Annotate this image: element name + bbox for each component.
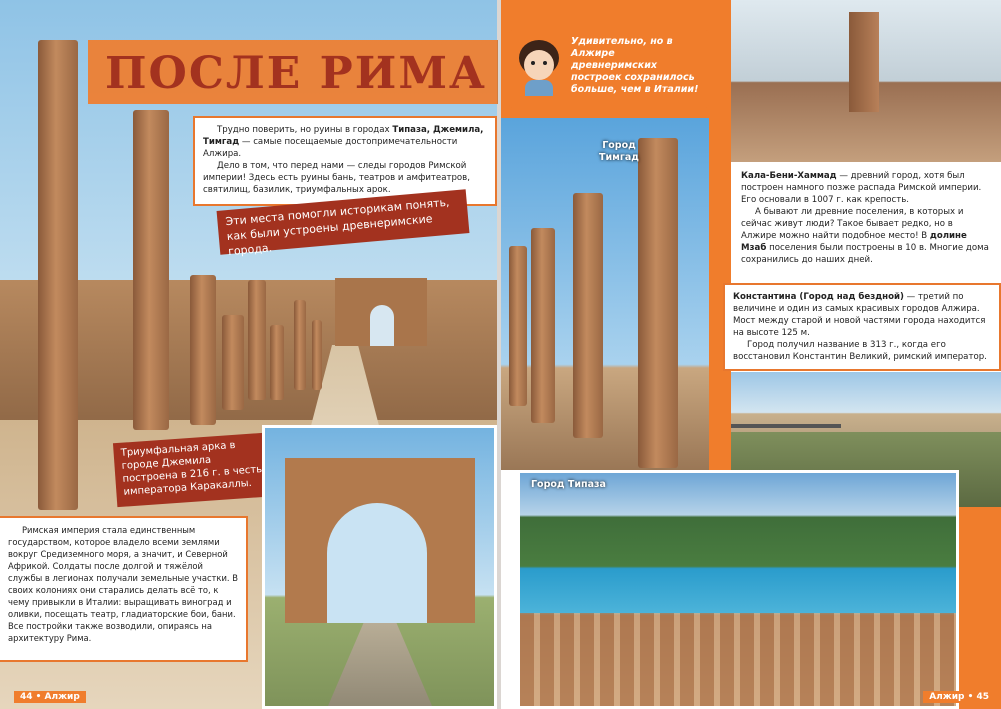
orange-strip-bottom <box>959 507 1001 709</box>
tipaza-photo <box>517 470 959 709</box>
bridge <box>731 424 841 428</box>
girl-avatar <box>515 40 563 96</box>
tipaza-label: Город Типаза <box>531 479 606 490</box>
constantine-text-box: Константина (Город над бездной) — третий по величине и один из самых красивых городов Алжира. Мост между старой и новой частями города находится на высоте 125 м. Город получил название в 313 г., когда его восстановил Константин Великий, римский император. <box>723 283 1001 371</box>
left-page <box>0 0 497 709</box>
bubble-text: Удивительно, но в Алжире древнеримских построек сохранилось больше, чем в Италии! <box>571 36 699 95</box>
minaret <box>849 12 879 112</box>
kala-text-box: Кала-Бени-Хаммад — древний город, хотя был построен намного позже распада Римской империи. Его основали в 1007 г. как крепость. А бывают ли древние поселения, в которых и сейчас живут люди? Такое бывает редко, но в Алжире можно найти подобное место! В долине Мзаб поселения были построены в 10 в. Многие дома сохранились до наших дней. <box>731 162 1001 276</box>
right-page <box>501 0 1001 709</box>
page-number-left: 44 • Алжир <box>14 691 86 703</box>
orange-strip <box>709 0 731 470</box>
page-title: ПОСЛЕ РИМА <box>105 48 487 99</box>
empire-text-box: Римская империя стала единственным государством, которое владело всеми землями вокруг Средиземного моря, а значит, и Северной Африкой. Солдаты после долгой и тяжёлой службы в легионах получали земельные участки. В своих колониях они старались делать всё то, к чему привыкли в Италии: выращивать виноград и оливки, посещать театр, гладиаторские бои, бани. Все постройки также возводили, опираясь на архитектуру Рима. <box>0 516 248 662</box>
kala-beni-hammad-photo <box>731 0 1001 162</box>
timgad-label: Город Тимгад <box>599 140 639 163</box>
timgad-photo <box>501 118 709 470</box>
highlight-label: Эти места помогли историкам понять, как были устроены древнеримские города. <box>217 189 470 255</box>
arch-caption-text: Триумфальная арка в городе Джемила построена в 216 г. в честь императора Каракаллы. <box>120 439 263 498</box>
intro-text-box: Трудно поверить, но руины в городах Типаза, Джемила, Тимгад — самые посещаемые достопримечательности Алжира. Дело в том, что перед нами — следы городов Римской империи! Здесь есть руины бань, театров и амфитеатров, святилищ, базилик, триумфальных арок. <box>193 116 497 206</box>
djemila-arch-photo <box>262 425 497 709</box>
page-number-right: Алжир • 45 <box>923 691 995 703</box>
